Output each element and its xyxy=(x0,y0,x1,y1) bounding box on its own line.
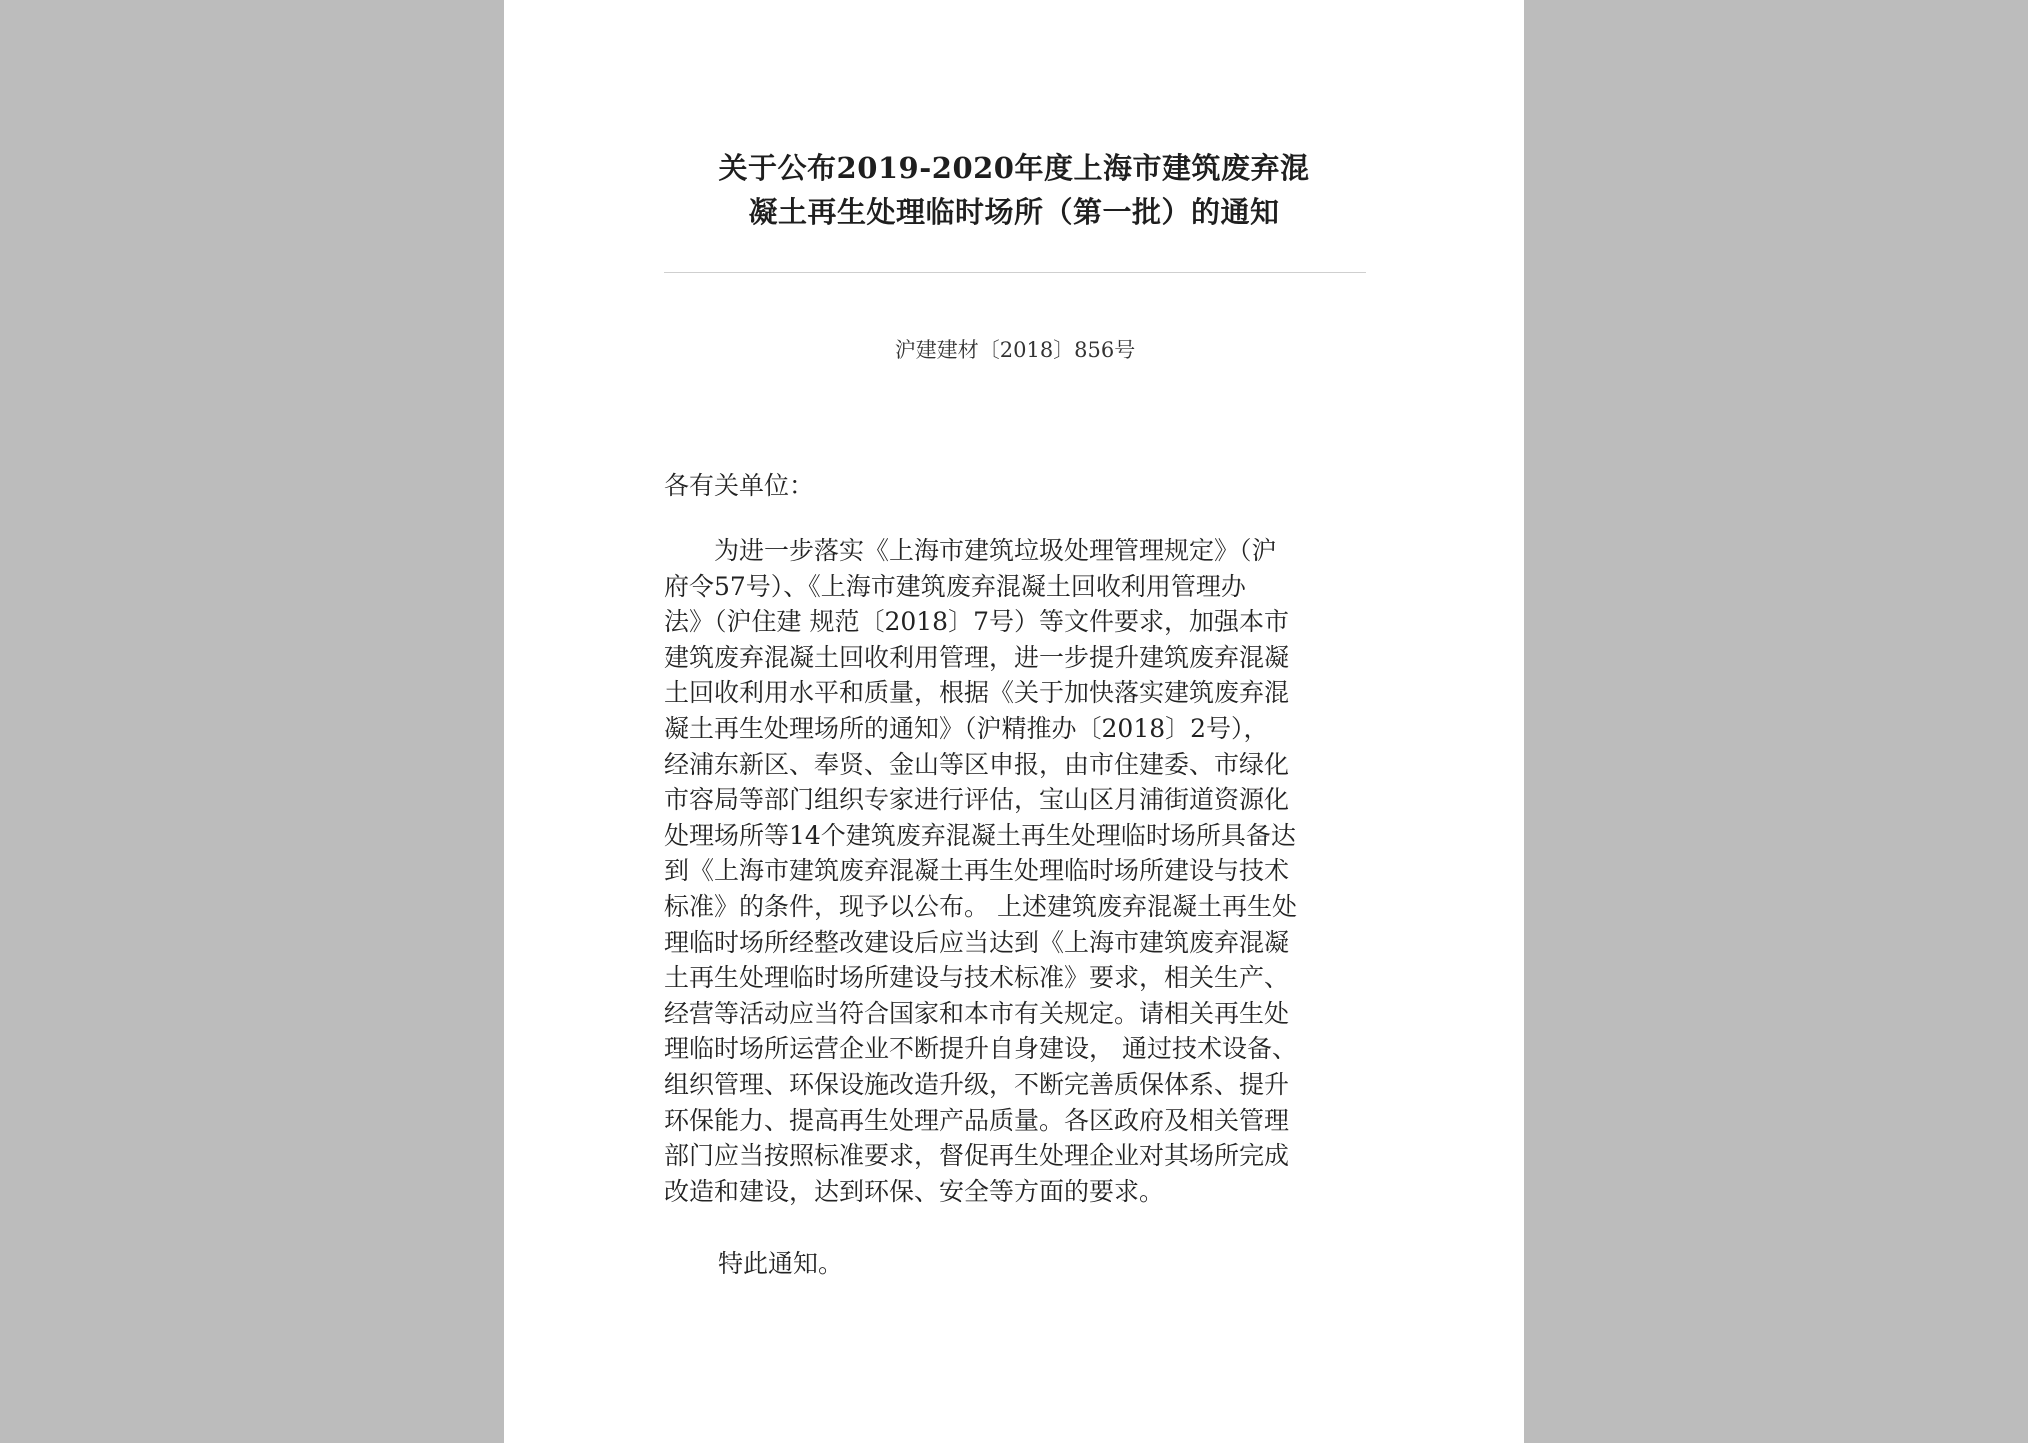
body-line: 建筑废弃混凝土回收利用管理，进一步提升建筑废弃混凝 xyxy=(664,642,1290,672)
body-line: 土回收利用水平和质量，根据《关于加快落实建筑废弃混 xyxy=(664,678,1290,708)
body-line: 组织管理、环保设施改造升级，不断完善质保体系、提升 xyxy=(664,1069,1290,1099)
title-line: 凝土再生处理临时场所（第一批）的通知 xyxy=(748,195,1280,229)
body-line: 处理场所等14个建筑废弃混凝土再生处理临时场所具备达 xyxy=(664,820,1296,850)
document-title xyxy=(664,146,1364,234)
body-line: 理临时场所经整改建设后应当达到《上海市建筑废弃混凝 xyxy=(664,927,1290,957)
body-line: 法》（沪住建 规范〔2018〕7号）等文件要求，加强本市 xyxy=(664,607,1289,637)
document-number: 沪建建材〔2018〕856号 xyxy=(894,338,1136,362)
body-line: 市容局等部门组织专家进行评估，宝山区月浦街道资源化 xyxy=(664,785,1290,815)
body-paragraph xyxy=(664,533,1366,1209)
body-line: 凝土再生处理场所的通知》（沪精推办〔2018〕2号）， xyxy=(664,713,1269,743)
body-line: 土再生处理临时场所建设与技术标准》要求，相关生产、 xyxy=(664,963,1290,993)
title-divider xyxy=(664,272,1366,273)
body-line: 改造和建设，达到环保、安全等方面的要求。 xyxy=(664,1176,1165,1206)
body-line: 标准》的条件，现予以公布。 上述建筑废弃混凝土再生处 xyxy=(664,891,1297,921)
closing-line: 特此通知。 xyxy=(718,1249,844,1278)
title-line: 关于公布2019-2020年度上海市建筑废弃混 xyxy=(718,151,1310,185)
salutation: 各有关单位： xyxy=(664,471,815,500)
body-line: 环保能力、提高再生处理产品质量。各区政府及相关管理 xyxy=(664,1105,1290,1135)
body-line: 府令57号）、《上海市建筑废弃混凝土回收利用管理办 xyxy=(664,571,1246,601)
body-line: 为进一步落实《上海市建筑垃圾处理管理规定》（沪 xyxy=(664,536,1277,565)
document-page xyxy=(504,0,1524,1443)
body-line: 到《上海市建筑废弃混凝土再生处理临时场所建设与技术 xyxy=(664,856,1290,886)
body-line: 部门应当按照标准要求，督促再生处理企业对其场所完成 xyxy=(664,1141,1290,1171)
body-line: 经浦东新区、奉贤、金山等区申报，由市住建委、市绿化 xyxy=(664,749,1290,779)
body-line: 理临时场所运营企业不断提升自身建设， 通过技术设备、 xyxy=(664,1034,1297,1064)
body-line: 经营等活动应当符合国家和本市有关规定。请相关再生处 xyxy=(664,998,1290,1028)
